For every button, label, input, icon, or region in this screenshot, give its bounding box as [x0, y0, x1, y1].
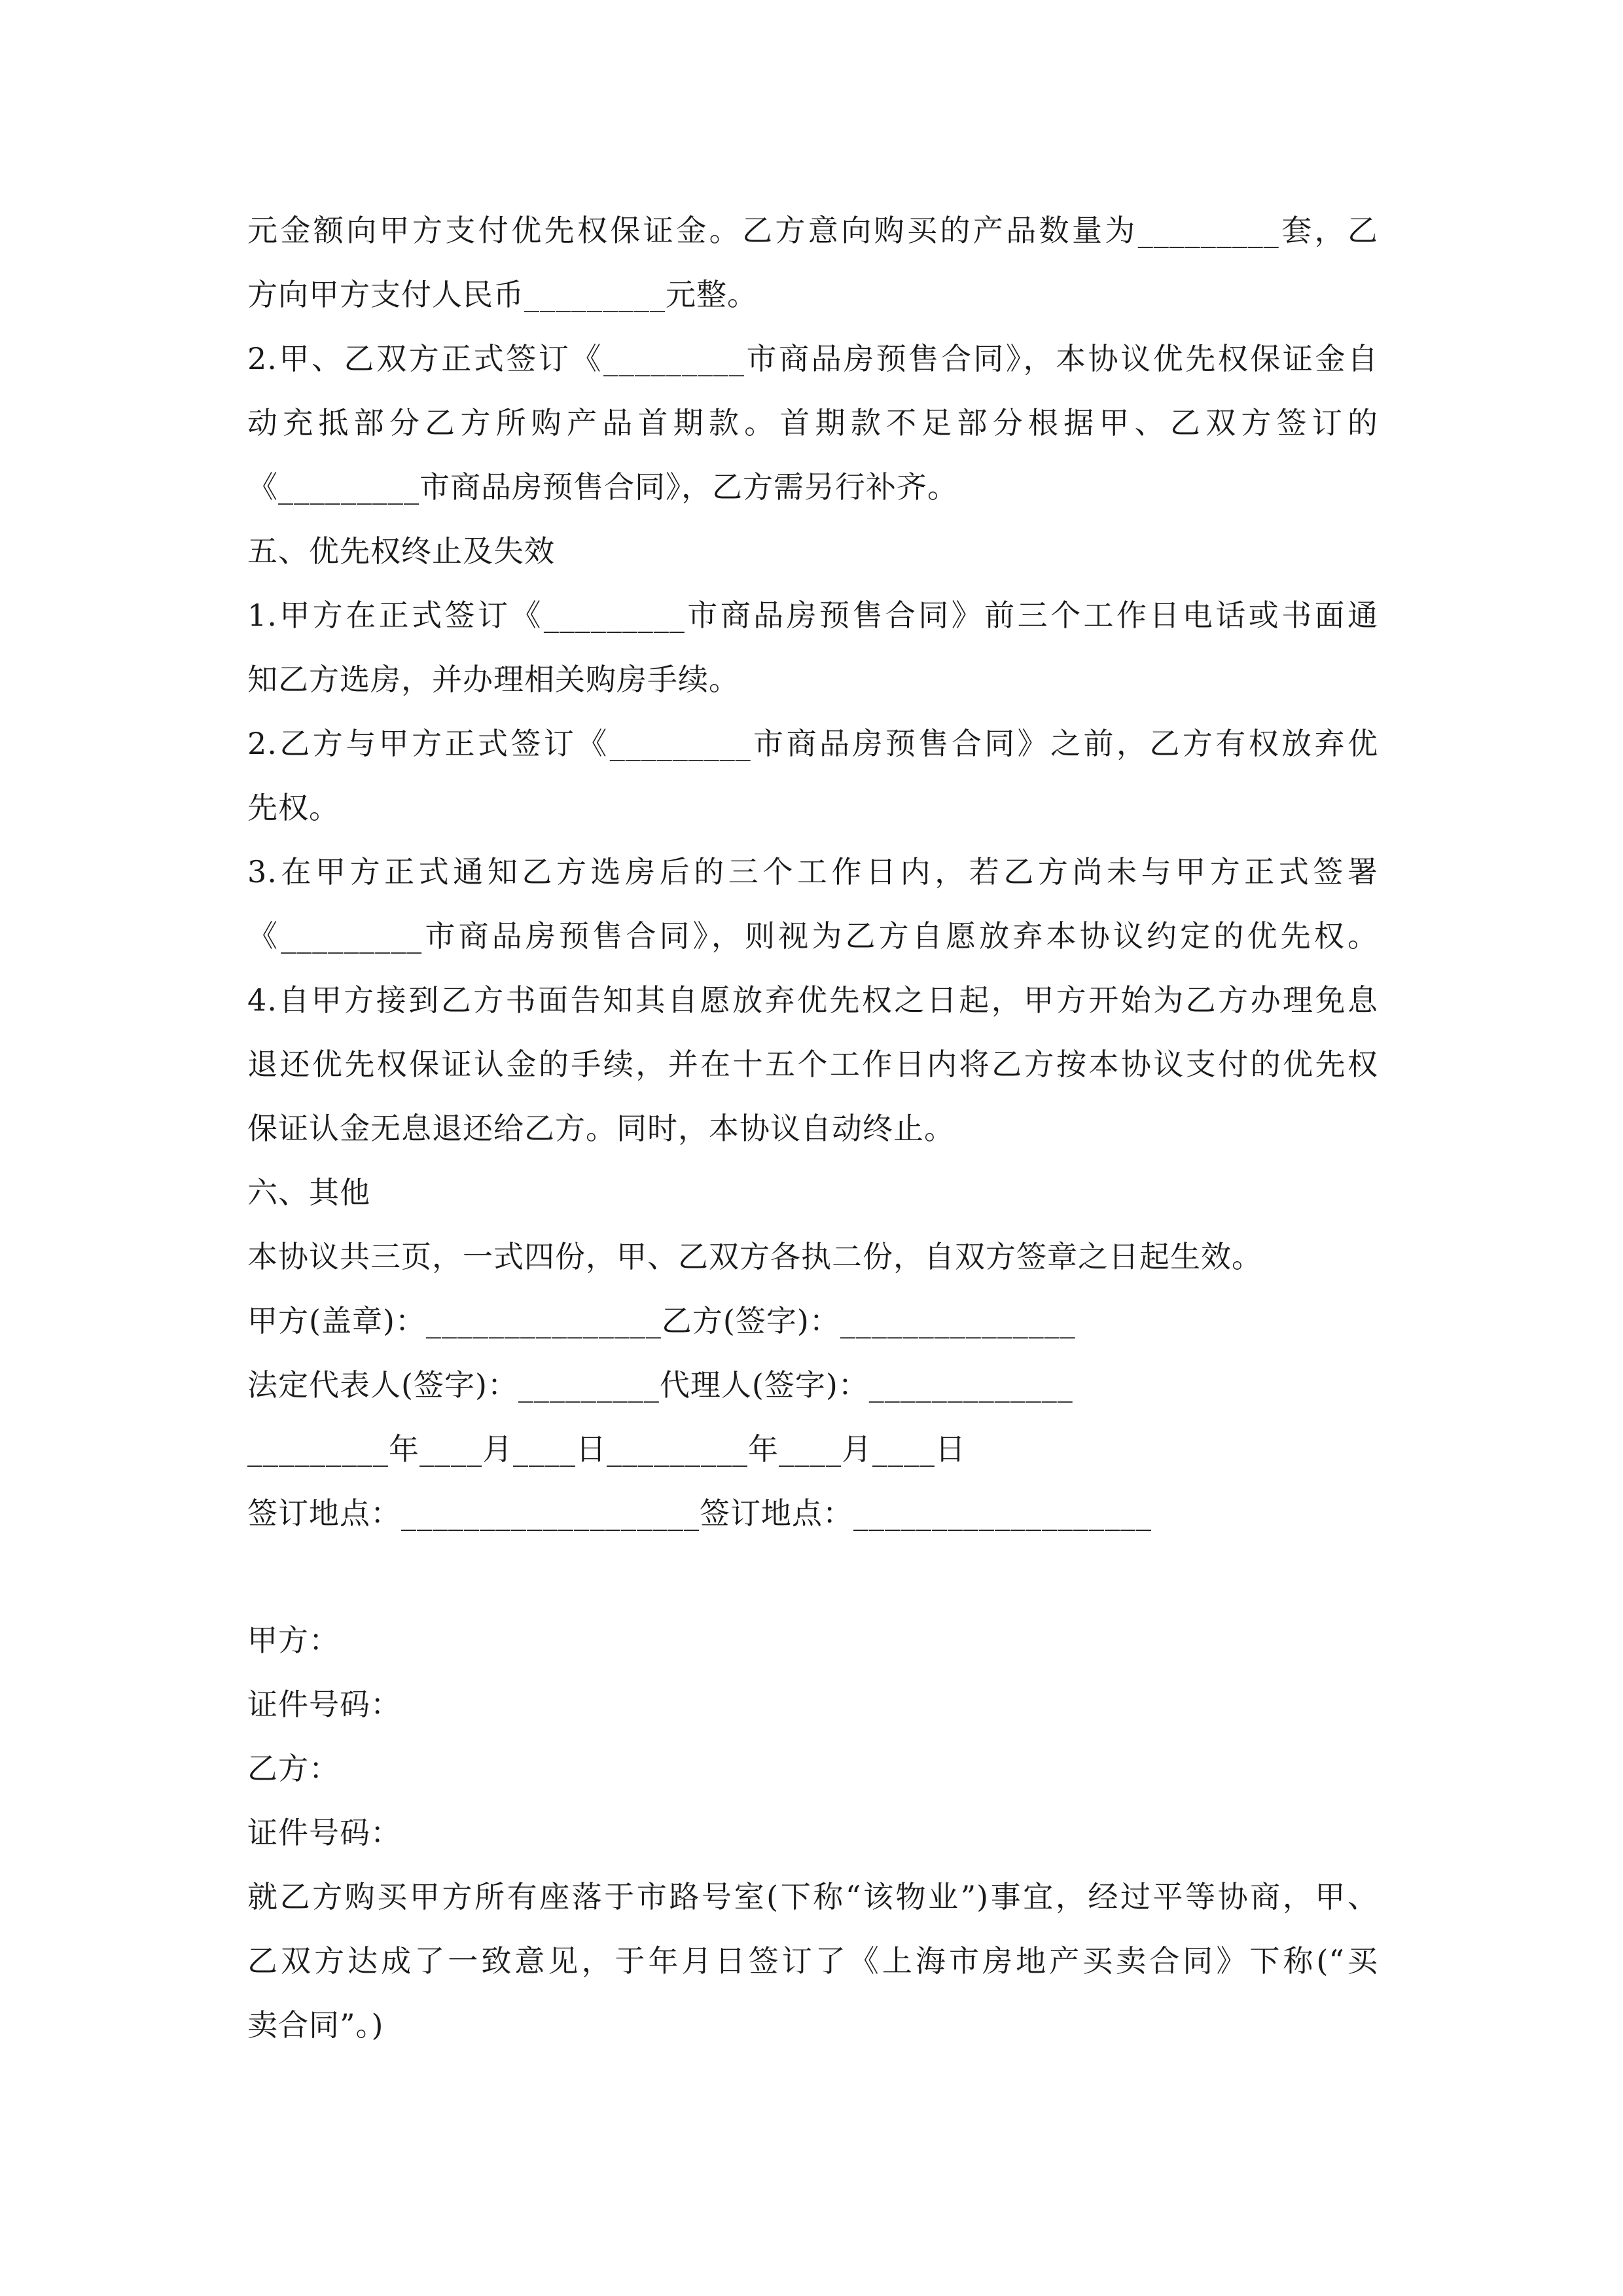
signature-representative-line: 法定代表人(签字)：_________代理人(签字)：_____________: [247, 1367, 1073, 1403]
clause-4-2-line-1: 2.甲、乙双方正式签订《_________市商品房预售合同》，本协议优先权保证金自: [247, 341, 1378, 376]
clause-5-2-line-2: 先权。: [247, 790, 340, 825]
clause-4-2-line-2: 动充抵部分乙方所购产品首期款。首期款不足部分根据甲、乙双方签订的: [247, 405, 1378, 440]
party-a-id-label: 证件号码：: [247, 1687, 401, 1722]
clause-5-4-line-2: 退还优先权保证认金的手续，并在十五个工作日内将乙方按本协议支付的优先权: [247, 1047, 1378, 1082]
text-line-2: 方向甲方支付人民币_________元整。: [247, 277, 758, 312]
clause-5-1-line-1: 1.甲方在正式签订《_________市商品房预售合同》前三个工作日电话或书面通: [247, 598, 1378, 633]
clause-5-1-line-2: 知乙方选房，并办理相关购房手续。: [247, 662, 740, 697]
party-b-label: 乙方：: [247, 1751, 340, 1786]
preamble-line-2: 乙双方达成了一致意见，于年月日签订了《上海市房地产买卖合同》下称(“买: [247, 1943, 1378, 1979]
signature-location-line: 签订地点：___________________签订地点：___________________: [247, 1496, 1152, 1531]
party-a-label: 甲方：: [247, 1623, 340, 1658]
clause-4-2-line-3: 《_________市商品房预售合同》，乙方需另行补齐。: [247, 469, 958, 505]
section-6-heading: 六、其他: [247, 1175, 370, 1210]
clause-5-4-line-1: 4.自甲方接到乙方书面告知其自愿放弃优先权之日起，甲方开始为乙方办理免息: [247, 982, 1378, 1018]
clause-5-4-line-3: 保证认金无息退还给乙方。同时，本协议自动终止。: [247, 1111, 955, 1146]
signature-party-line: 甲方(盖章)：_______________乙方(签字)：_______________: [247, 1303, 1076, 1338]
party-b-id-label: 证件号码：: [247, 1815, 401, 1850]
clause-5-2-line-1: 2.乙方与甲方正式签订《_________市商品房预售合同》之前，乙方有权放弃优: [247, 726, 1378, 761]
preamble-line-1: 就乙方购买甲方所有座落于市路号室(下称“该物业”)事宜，经过平等协商，甲、: [247, 1879, 1378, 1914]
clause-5-3-line-1: 3.在甲方正式通知乙方选房后的三个工作日内，若乙方尚未与甲方正式签署: [247, 854, 1378, 889]
signature-date-line: _________年____月____日_________年____月____日: [247, 1431, 966, 1467]
clause-5-3-line-2: 《_________市商品房预售合同》，则视为乙方自愿放弃本协议约定的优先权。: [247, 918, 1378, 954]
text-line-1: 元金额向甲方支付优先权保证金。乙方意向购买的产品数量为_________套，乙: [247, 213, 1378, 248]
preamble-line-3: 卖合同”。): [247, 2007, 384, 2043]
section-6-text: 本协议共三页，一式四份，甲、乙双方各执二份，自双方签章之日起生效。: [247, 1239, 1262, 1274]
section-5-heading: 五、优先权终止及失效: [247, 533, 555, 569]
